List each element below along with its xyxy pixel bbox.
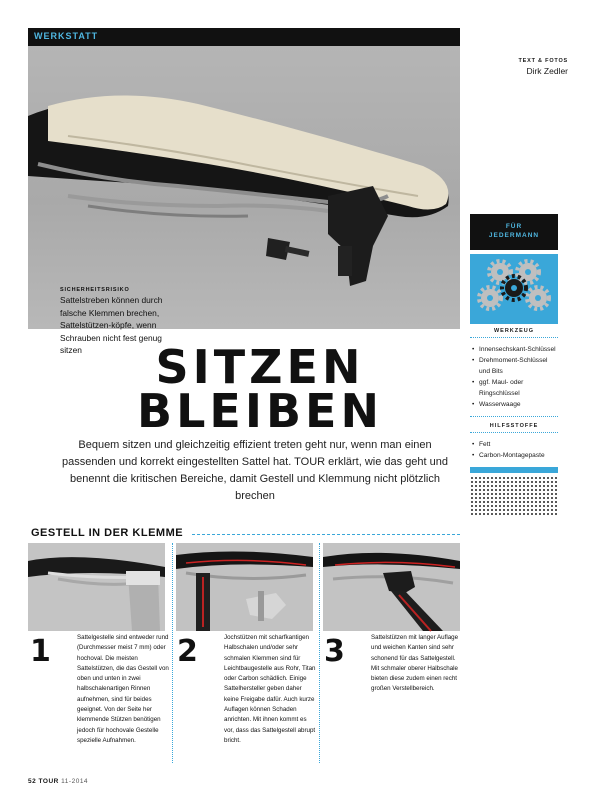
hero-caption-text: Sattelstreben können durch falsche Klemmen brechen, Sattelstützen-köpfe, wenn Schrauben nicht fest genug sitzen	[60, 295, 163, 356]
page-number: 52	[28, 778, 37, 785]
photo-yoke-clamp	[176, 543, 313, 631]
step-number-2: 2	[177, 634, 198, 669]
section-title-rule	[192, 534, 460, 535]
hero-caption-kicker: SICHERHEITSRISIKO	[60, 287, 130, 293]
sidebar-divider	[470, 416, 558, 417]
step-text-2: Jochstützen mit scharfkantigen Halbschalen und/oder sehr schmalen Klemmen sind für Leichtbaugestelle aus Rohr, Titan oder Carbon schädlich. Einige Sattelhersteller geben daher keine Freigabe dafür. Auch kurze Auflagen können Schaden anrichten. Mit ihnen kommt es vor, dass das Sattelgestell abrupt bricht.	[224, 634, 316, 744]
tools-sidebar	[470, 214, 558, 473]
supplies-list	[470, 433, 558, 465]
headline	[60, 340, 460, 438]
photo-round-rail	[28, 543, 165, 631]
sidebar-bottom-bar	[470, 467, 558, 473]
credit-label: TEXT & FOTOS	[518, 58, 568, 64]
section-title: GESTELL IN DER KLEMME	[31, 527, 184, 539]
step-number-1: 1	[30, 634, 51, 669]
tool-item: • Drehmoment-Schlüssel und Bits	[472, 355, 556, 377]
lead-paragraph: Bequem sitzen und gleichzeitig effizient treten geht nur, wenn man einen passenden und korrekt eingestellten Sattel hat. TOUR erklärt, wie das geht und benennt die kritischen Bereiche, damit Gestell und Klemmung nicht plötzlich brechen	[61, 439, 449, 502]
gears-icon	[470, 254, 558, 324]
supply-item: • Fett	[472, 439, 556, 450]
column-divider	[319, 543, 320, 763]
photo-long-cradle	[323, 543, 460, 631]
column-divider	[172, 543, 173, 763]
issue-number: 11-2014	[61, 778, 89, 785]
sidebar-header-line1: FÜR	[505, 223, 523, 230]
tool-item: • Innensechskant-Schlüssel	[472, 344, 556, 355]
tool-item: • ggf. Maul- oder Ringschlüssel	[472, 377, 556, 399]
dot-pattern	[470, 476, 558, 516]
headline-line1: SITZEN	[155, 340, 365, 394]
step-number-3: 3	[324, 634, 345, 669]
tools-title: WERKZEUG	[470, 324, 558, 338]
section-bar	[28, 28, 460, 46]
page-footer	[28, 778, 88, 785]
credit-name: Dirk Zedler	[526, 66, 568, 76]
tools-list	[470, 338, 558, 414]
step-text-3: Sattelstützen mit langer Auflage und weichen Kanten sind sehr schonend für das Sattelgestell. Mit schmaler oberer Halbschale bieten diese zudem einen recht großen Verstellbereich.	[371, 634, 459, 693]
section-label: WERKSTATT	[34, 31, 99, 41]
headline-line2: BLEIBEN	[137, 384, 383, 438]
step-text-1: Sattelgestelle sind entweder rund (Durchmesser meist 7 mm) oder hochoval. Die meisten Sattelstützen, die das Gestell von oben und unten in zwei halbschalenartigen Rinnen aufnehmen, sind für beides geeignet. Von der Seite her klemmende Stützen benötigen jedoch für hochovale Gestelle spezielle Aufnahmen.	[77, 634, 169, 744]
supply-item: • Carbon-Montagepaste	[472, 450, 556, 461]
hero-photo	[28, 46, 460, 356]
supplies-title: HILFSSTOFFE	[470, 419, 558, 433]
sidebar-header-line2: JEDERMANN	[488, 232, 540, 239]
magazine-name: TOUR	[38, 778, 59, 785]
sidebar-header	[470, 214, 558, 250]
tool-item: • Wasserwaage	[472, 399, 556, 410]
photo-credit	[480, 58, 568, 76]
